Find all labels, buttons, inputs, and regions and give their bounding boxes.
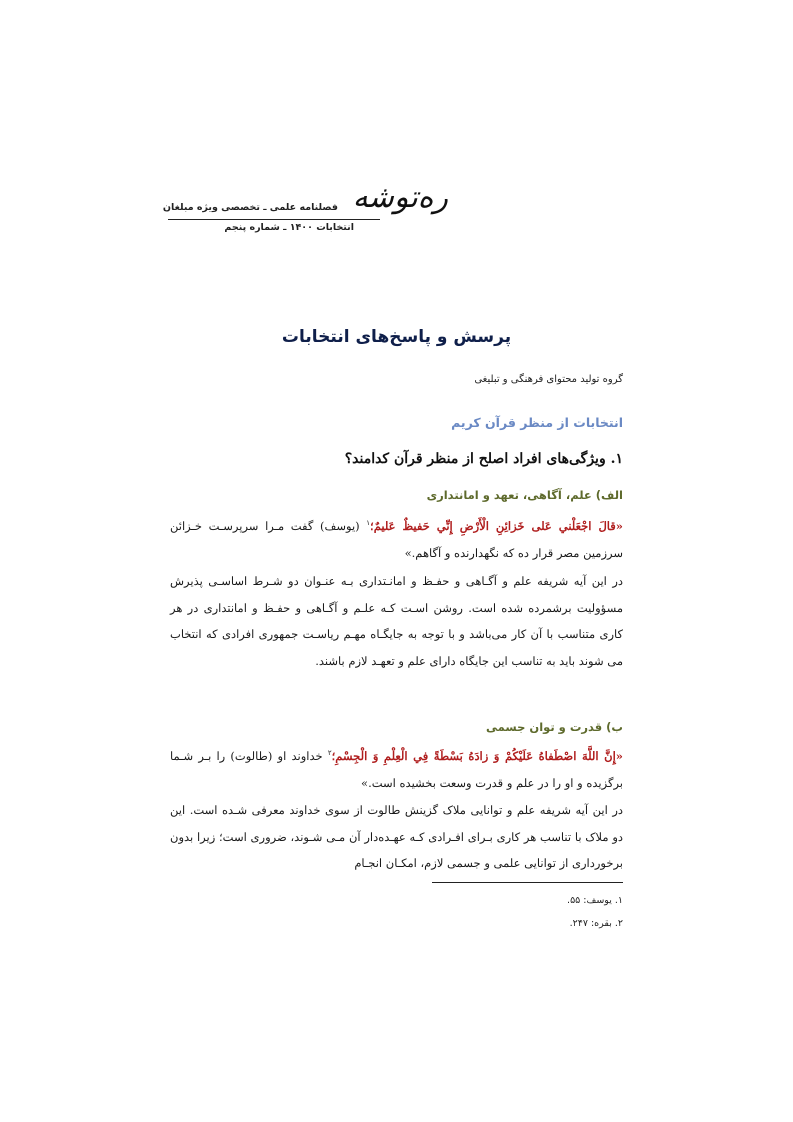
issue-info: انتخابات ۱۴۰۰ ـ شماره پنجم — [224, 222, 354, 233]
part-b-translation: خداوند او (طالوت) را بـر شـما برگزیده و او را در علم و قدرت وسعت بخشیده است.» — [170, 749, 623, 790]
part-a-body: در این آیه شریفه علم و آگـاهی و حفـظ و امانـتداری بـه عنـوان دو شـرط اساسـی پذیرش مسؤولیت برشمرده شده است. روشن اسـت کـه علـم و آگـاهی و حفـظ و امانتداری در هر کاری متناسب با آن کار می‌باشد و با توجه به جایگـاه مهـم ریاسـت جمهوری افرادی که انتخاب می شوند باید به تناسب این جایگاه دارای علم و تعهـد لازم باشند. — [170, 574, 623, 668]
masthead-rule — [168, 219, 380, 220]
question-heading: ۱. ویژگی‌های افراد اصلح از منظر قرآن کدامند؟ — [344, 451, 623, 467]
part-b-heading: ب) قدرت و توان جسمی — [486, 720, 623, 734]
journal-subtitle: فصلنامه علمی ـ تخصصی ویژه مبلغان — [162, 202, 338, 213]
part-a-verse-paragraph — [170, 513, 623, 566]
section-heading: انتخابات از منظر قرآن کریم — [451, 415, 623, 430]
part-a-heading: الف) علم، آگاهی، تعهد و امانتداری — [426, 488, 623, 502]
part-b-body: در این آیه شریفه علم و توانایی ملاک گزینش طالوت از سوی خداوند معرفی شـده است. این دو ملاک با تناسب هر کاری بـرای افـرادی کـه عهـده‌دار آن مـی شـوند، ضروری است؛ زیرا بدون برخورداری از توانایی علمی و جسمی لازم، امکـان انجـام — [170, 803, 623, 870]
part-b-verse-paragraph — [170, 743, 623, 796]
footnote-1: ۱. یوسف: ۵۵. — [567, 895, 623, 906]
article-title: پرسش و پاسخ‌های انتخابات — [281, 327, 512, 347]
part-b-verse: «إِنَّ اللَّهَ اصْطَفاهُ عَلَيْكُمْ وَ زادَهُ بَسْطَةً فِي الْعِلْمِ وَ الْجِسْمِ؛ — [331, 749, 623, 763]
part-a-translation: (یوسف) گفت مـرا سرپرسـت خـزائن سرزمین مصر قرار ده که نگهدارنده و آگاهم.» — [170, 519, 623, 560]
journal-logo: ره‌توشه — [352, 180, 448, 215]
footnote-rule — [432, 882, 623, 883]
article-author: گروه تولید محتوای فرهنگی و تبلیغی — [474, 374, 623, 385]
footnote-2: ۲. بقره: ۲۴۷. — [569, 918, 623, 929]
journal-masthead — [162, 168, 458, 243]
footnote-ref-2: ۲ — [327, 749, 332, 758]
part-a-verse: «قالَ اجْعَلْني عَلی خَزائِنِ الْأَرْضِ إِنِّي حَفيظٌ عَليمٌ؛ — [370, 519, 623, 533]
footnote-ref-1: ۱ — [366, 519, 371, 528]
